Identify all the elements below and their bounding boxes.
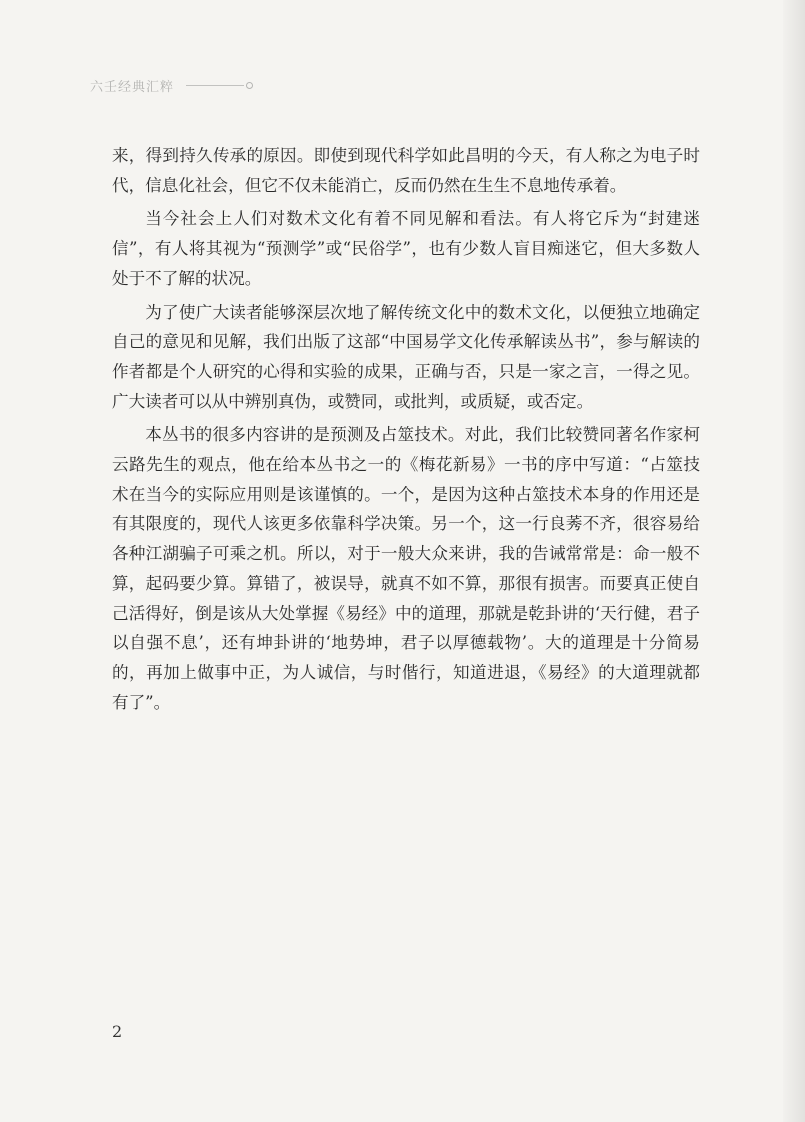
paragraph-3: 为了使广大读者能够深层次地了解传统文化中的数术文化，以便独立地确定自己的意见和见解，我们出版了这部“中国易学文化传承解读丛书”，参与解读的作者都是个人研究的心得和实验的成果，正确与否，只是一家之言，一得之见。广大读者可以从中辨别真伪，或赞同，或批判，或质疑，或否定。 [112,302,700,411]
page-number: 2 [112,1022,123,1041]
paragraph-1: 来，得到持久传承的原因。即使到现代科学如此昌明的今天，有人称之为电子时代，信息化社会，但它不仅未能消亡，反而仍然在生生不息地传承着。 [112,146,700,195]
page-edge-shadow [783,0,805,1122]
header-rule [186,85,244,86]
body-text [112,141,700,721]
paragraph-4: 本丛书的很多内容讲的是预测及占筮技术。对此，我们比较赞同著名作家柯云路先生的观点，他在给本丛书之一的《梅花新易》一书的序中写道：“占筮技术在当今的实际应用则是该谨慎的。一个，是因为这种占筮技术本身的作用还是有其限度的，现代人该更多依靠科学决策。另一个，这一行良莠不齐，很容易给各种江湖骗子可乘之机。所以，对于一般大众来讲，我的告诫常常是：命一般不算，起码要少算。算错了，被误导，就真不如不算，那很有损害。而要真正使自己活得好，倒是该从大处掌握《易经》中的道理，那就是乾卦讲的‘天行健，君子以自强不息’，还有坤卦讲的‘地势坤，君子以厚德载物’。大的道理是十分简易的，再加上做事中正，为人诚信，与时偕行，知道进退，《易经》的大道理就都有了”。 [112,425,700,712]
header-ornament-icon [246,82,253,89]
running-header [90,76,253,95]
running-title: 六壬经典汇粹 [90,80,175,95]
paragraph-2: 当今社会上人们对数术文化有着不同见解和看法。有人将它斥为“封建迷信”，有人将其视为“预测学”或“民俗学”，也有少数人盲目痴迷它，但大多数人处于不了解的状况。 [112,209,700,288]
